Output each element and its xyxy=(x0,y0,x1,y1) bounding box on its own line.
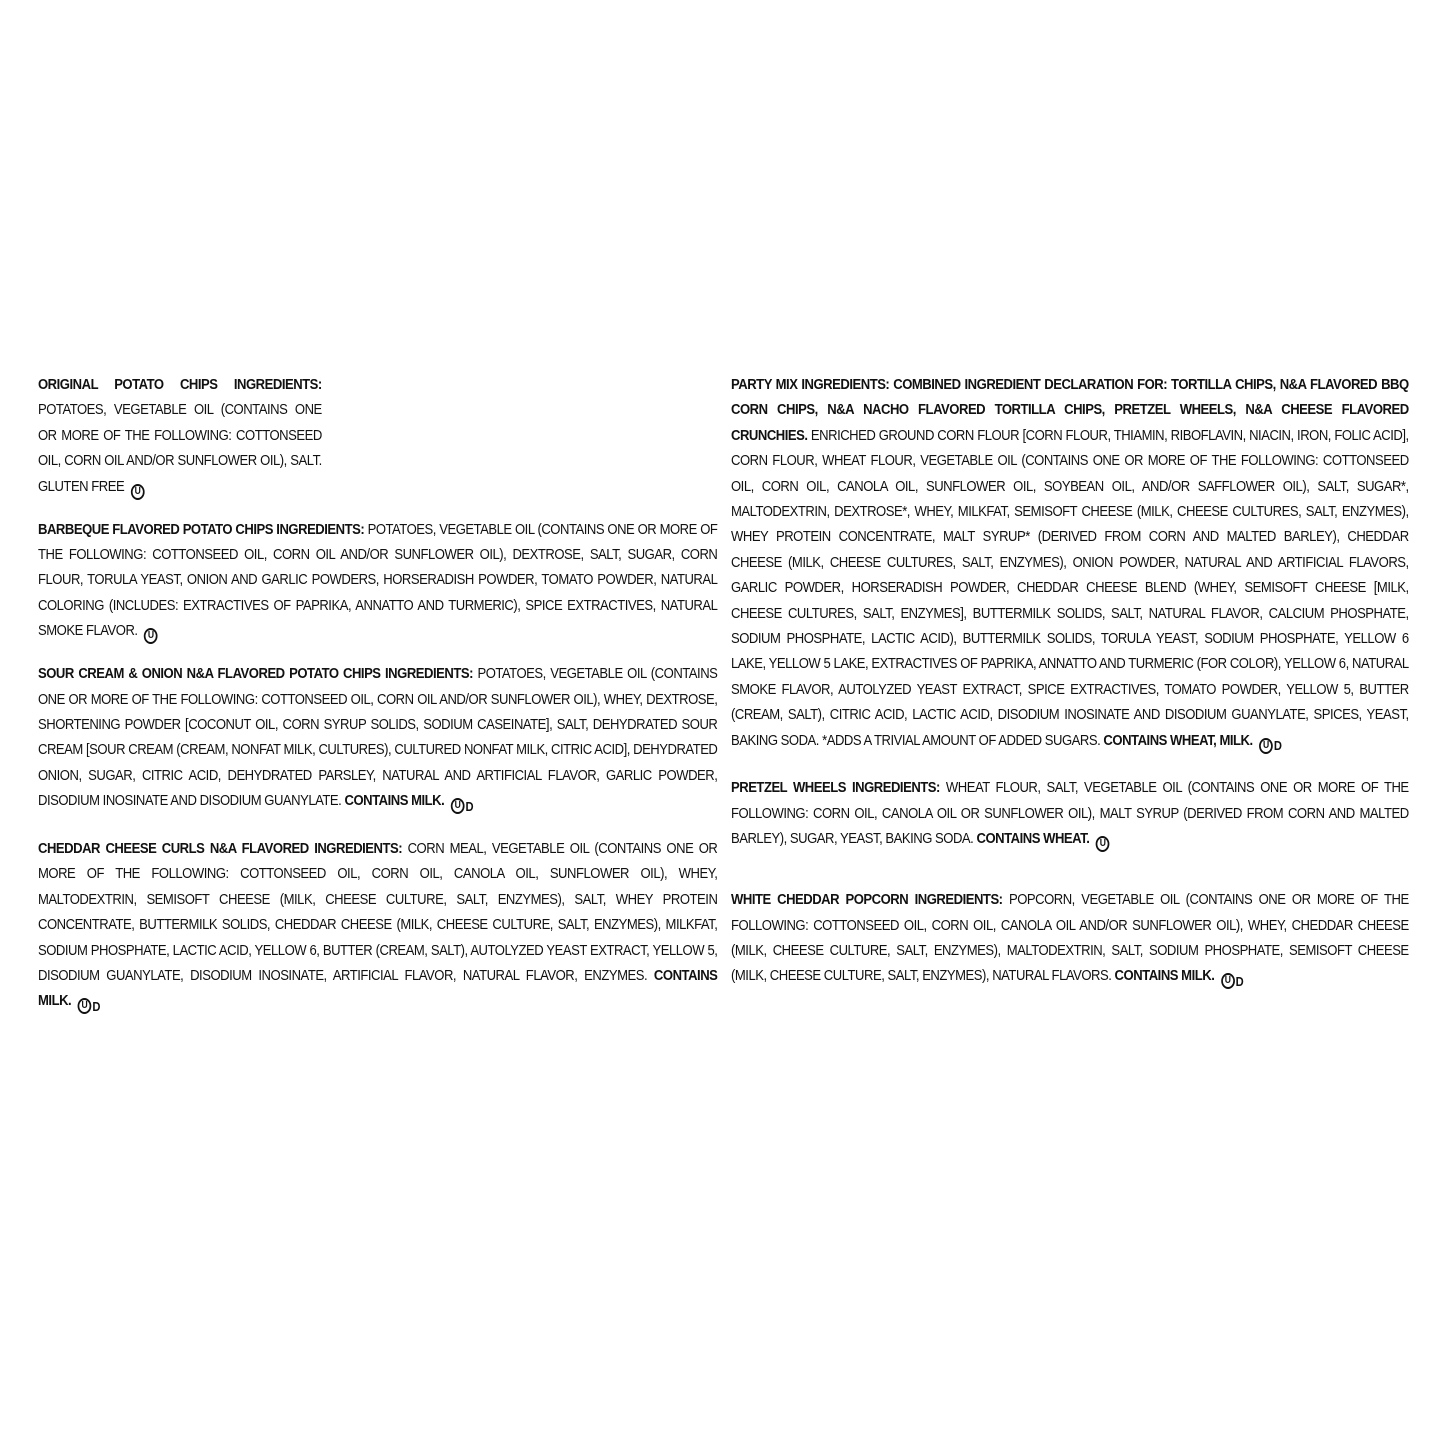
right-ingredient-column xyxy=(731,372,1409,994)
ingredient-block-white-cheddar-popcorn xyxy=(731,887,1409,994)
kosher-certification-mark xyxy=(131,484,145,500)
kosher-u-icon: U xyxy=(144,628,158,644)
allergen-statement: CONTAINS MILK. xyxy=(1114,967,1215,985)
kosher-u-icon: U xyxy=(1259,738,1273,754)
ingredient-block-sour-cream-onion-potato-chips xyxy=(38,661,717,819)
allergen-statement: CONTAINS WHEAT, MILK. xyxy=(1103,731,1253,749)
ingredient-list: ENRICHED GROUND CORN FLOUR [CORN FLOUR, THIAMIN, RIBOFLAVIN, NIACIN, IRON, FOLIC ACID], CORN FLOUR, WHEAT FLOUR, VEGETABLE OIL (CONTAINS ONE OR MORE OF THE FOLLOWING: COTTONSEED OIL, CORN OIL, CANOLA OIL, SUNFLOWER OIL, SOYBEAN OIL, AND/OR SAFFLOWER OIL), SALT, SUGAR*, MALTODEXTRIN, DEXTROSE*, WHEY, MILKFAT, SEMISOFT CHEESE (MILK, CHEESE CULTURES, SALT, ENZYMES), WHEY PROTEIN CONCENTRATE, MALT SYRUP* (DERIVED FROM CORN AND MALTED BARLEY), CHEDDAR CHEESE (MILK, CHEESE CULTURES, SALT, ENZYMES), ONION POWDER, NATURAL AND ARTIFICIAL FLAVORS, GARLIC POWDER, HORSERADISH POWDER, CHEDDAR CHEESE BLEND (WHEY, SEMISOFT CHEESE [MILK, CHEESE CULTURES, SALT, ENZYMES], BUTTERMILK SOLIDS, SALT, NATURAL FLAVOR, CALCIUM PHOSPHATE, SODIUM PHOSPHATE, LACTIC ACID), BUTTERMILK SOLIDS, TORULA YEAST, SODIUM PHOSPHATE, YELLOW 6 LAKE, YELLOW 5 LAKE, EXTRACTIVES OF PAPRIKA, ANNATTO AND TURMERIC (FOR COLOR), YELLOW 6, NATURAL SMOKE FLAVOR, AUTOLYZED YEAST EXTRACT, SPICE EXTRACTIVES, TOMATO POWDER, YELLOW 5, BUTTER (CREAM, SALT), CITRIC ACID, LACTIC ACID, DISODIUM INOSINATE AND DISODIUM GUANYLATE, SPICES, YEAST, BAKING SODA. *ADDS A TRIVIAL AMOUNT OF ADDED SUGARS. xyxy=(731,426,1409,749)
kosher-certification-mark xyxy=(1221,969,1244,994)
kosher-dairy-designation: D xyxy=(1235,973,1244,989)
ingredient-list: POPCORN, VEGETABLE OIL (CONTAINS ONE OR MORE OF THE FOLLOWING: COTTONSEED OIL, CORN OIL, CANOLA OIL AND/OR SUNFLOWER OIL), WHEY, CHEDDAR CHEESE (MILK, CHEESE CULTURE, SALT, ENZYMES), MALTODEXTRIN, SALT, SODIUM PHOSPHATE, SEMISOFT CHEESE (MILK, CHEESE CULTURE, SALT, ENZYMES), NATURAL FLAVORS. xyxy=(731,891,1409,985)
ingredient-heading: CHEDDAR CHEESE CURLS N&A FLAVORED INGREDIENTS: xyxy=(38,839,403,857)
ingredient-list: POTATOES, VEGETABLE OIL (CONTAINS ONE OR MORE OF THE FOLLOWING: COTTONSEED OIL, CORN OIL AND/OR SUNFLOWER OIL), DEXTROSE, SALT, SUGAR, CORN FLOUR, TORULA YEAST, ONION AND GARLIC POWDERS, HORSERADISH POWDER, TOMATO POWDER, NATURAL COLORING (INCLUDES: EXTRACTIVES OF PAPRIKA, ANNATTO AND TURMERIC), SPICE EXTRACTIVES, NATURAL SMOKE FLAVOR. xyxy=(38,520,718,640)
kosher-certification-mark xyxy=(78,994,101,1019)
ingredient-heading: PRETZEL WHEELS INGREDIENTS: xyxy=(731,779,940,797)
ingredient-block-party-mix xyxy=(731,372,1409,758)
ingredient-heading: ORIGINAL POTATO CHIPS INGREDIENTS: xyxy=(38,376,322,393)
ingredient-block-original-potato-chips xyxy=(38,372,322,500)
ingredient-heading: WHITE CHEDDAR POPCORN INGREDIENTS: xyxy=(731,891,1003,909)
kosher-u-icon: U xyxy=(78,998,92,1014)
ingredient-heading: BARBEQUE FLAVORED POTATO CHIPS INGREDIENTS: xyxy=(38,520,365,538)
ingredient-heading: PARTY MIX INGREDIENTS: COMBINED INGREDIENT DECLARATION FOR: TORTILLA CHIPS, N&A FLAVORED BBQ CORN CHIPS, N&A NACHO FLAVORED TORTILLA CHIPS, PRETZEL WHEELS, N&A CHEESE FLAVORED CRUNCHIES. xyxy=(731,376,1409,444)
kosher-certification-mark xyxy=(1096,836,1110,852)
allergen-statement: CONTAINS MILK. xyxy=(38,967,718,1010)
ingredient-list: POTATOES, VEGETABLE OIL (CONTAINS ONE OR MORE OF THE FOLLOWING: COTTONSEED OIL, CORN OIL AND/OR SUNFLOWER OIL), SALT. GLUTEN FREE xyxy=(38,401,322,495)
kosher-certification-mark xyxy=(1259,733,1282,758)
allergen-statement: CONTAINS MILK. xyxy=(344,792,445,810)
allergen-statement: CONTAINS WHEAT. xyxy=(976,830,1090,848)
kosher-dairy-designation: D xyxy=(1273,737,1282,753)
ingredient-block-pretzel-wheels xyxy=(731,775,1409,852)
ingredient-heading: SOUR CREAM & ONION N&A FLAVORED POTATO CHIPS INGREDIENTS: xyxy=(38,665,473,683)
kosher-u-icon: U xyxy=(1096,836,1110,852)
ingredient-block-cheddar-cheese-curls xyxy=(38,836,717,1019)
kosher-dairy-designation: D xyxy=(465,798,474,814)
kosher-u-icon: U xyxy=(1221,973,1235,989)
kosher-u-icon: U xyxy=(131,484,145,500)
kosher-dairy-designation: D xyxy=(92,998,101,1014)
kosher-u-icon: U xyxy=(451,798,465,814)
ingredient-list: POTATOES, VEGETABLE OIL (CONTAINS ONE OR MORE OF THE FOLLOWING: COTTONSEED OIL, CORN OIL AND/OR SUNFLOWER OIL), WHEY, DEXTROSE, SHORTENING POWDER [COCONUT OIL, CORN SYRUP SOLIDS, SODIUM CASEINATE], SALT, DEHYDRATED SOUR CREAM [SOUR CREAM (CREAM, NONFAT MILK, CULTURES), CULTURED NONFAT MILK, CITRIC ACID], DEHYDRATED ONION, SUGAR, CITRIC ACID, DEHYDRATED PARSLEY, NATURAL AND ARTIFICIAL FLAVOR, GARLIC POWDER, DISODIUM INOSINATE AND DISODIUM GUANYLATE. xyxy=(38,665,718,810)
kosher-certification-mark xyxy=(451,794,474,819)
kosher-certification-mark xyxy=(144,628,158,644)
left-ingredient-column xyxy=(38,372,717,1019)
ingredient-block-barbeque-potato-chips xyxy=(38,517,717,645)
ingredient-list: CORN MEAL, VEGETABLE OIL (CONTAINS ONE OR MORE OF THE FOLLOWING: COTTONSEED OIL, CORN OIL, CANOLA OIL, SUNFLOWER OIL), WHEY, MALTODEXTRIN, SEMISOFT CHEESE (MILK, CHEESE CULTURE, SALT, ENZYMES), SALT, WHEY PROTEIN CONCENTRATE, BUTTERMILK SOLIDS, CHEDDAR CHEESE (MILK, CHEESE CULTURE, SALT, ENZYMES), MILKFAT, SODIUM PHOSPHATE, LACTIC ACID, YELLOW 6, BUTTER (CREAM, SALT), AUTOLYZED YEAST EXTRACT, YELLOW 5, DISODIUM GUANYLATE, DISODIUM INOSINATE, ARTIFICIAL FLAVOR, NATURAL FLAVOR, ENZYMES. xyxy=(38,839,718,985)
ingredient-list: WHEAT FLOUR, SALT, VEGETABLE OIL (CONTAINS ONE OR MORE OF THE FOLLOWING: CORN OIL, CANOLA OIL OR SUNFLOWER OIL), MALT SYRUP (DERIVED FROM CORN AND MALTED BARLEY), SUGAR, YEAST, BAKING SODA. xyxy=(731,779,1409,848)
